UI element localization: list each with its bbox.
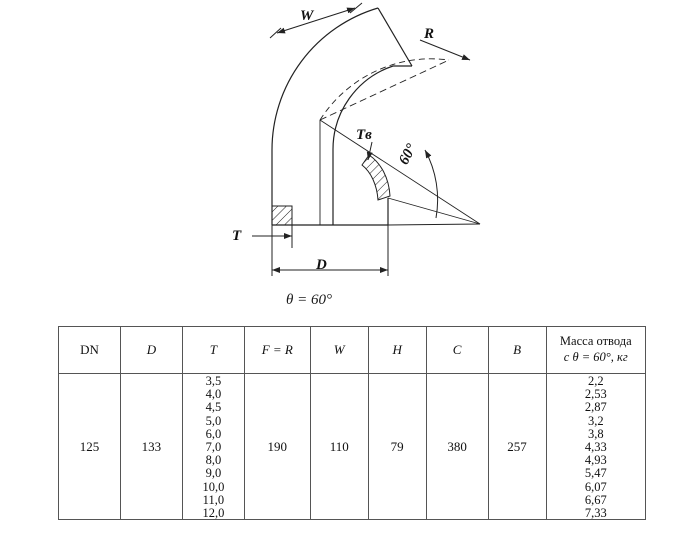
list-item: 6,67 [584,492,607,507]
header-f-equals-r: F = R [244,327,310,374]
list-item: 10,0 [202,479,225,494]
elbow-body [272,8,412,225]
list-item: 4,93 [584,453,607,468]
label-angle-60: 60° [396,141,420,168]
header-mass-line1: Масса отвода [559,334,632,349]
spec-table [58,326,646,520]
cell-c: 380 [426,374,488,520]
cell-b: 257 [488,374,546,520]
table-row [59,374,646,520]
list-item: 11,0 [202,492,225,507]
list-item: 6,0 [205,426,222,441]
header-t: T [182,327,244,374]
table-header-row [59,327,646,374]
list-item: 8,0 [205,453,222,468]
cell-fr: 190 [244,374,310,520]
cell-dn: 125 [59,374,121,520]
cell-d: 133 [120,374,182,520]
list-item: 7,0 [205,439,222,454]
drawing-caption: θ = 60° [286,292,332,308]
list-item: 5,47 [584,466,607,481]
dimension-d [272,225,388,276]
header-mass-line2: с θ = 60°, кг [563,350,628,364]
table-body [59,374,646,520]
label-tb: Tв [356,127,372,143]
list-item: 4,33 [584,439,607,454]
section-hatching [272,155,390,225]
header-dn: DN [59,327,121,374]
cell-mass-list [546,374,645,520]
list-item: 2,2 [587,374,604,388]
list-item: 4,5 [205,400,222,415]
dimension-r [420,40,470,60]
header-mass [546,327,645,374]
table-header [59,327,646,374]
header-h: H [368,327,426,374]
list-item: 3,8 [587,426,604,441]
list-item: 7,33 [584,505,607,520]
construction-lines [320,59,480,225]
list-item: 6,07 [584,479,607,494]
label-d: D [316,257,327,273]
cell-t-list [182,374,244,520]
header-w: W [310,327,368,374]
list-item: 5,0 [205,413,222,428]
list-item: 2,87 [584,400,607,415]
spec-table-wrapper [58,326,646,520]
header-b: B [488,327,546,374]
label-r: R [424,26,435,42]
list-item: 12,0 [202,505,225,520]
cell-w: 110 [310,374,368,520]
label-w: W [300,8,314,24]
angle-arc [425,150,438,218]
list-item: 2,53 [584,387,607,402]
list-item: 3,2 [587,413,604,428]
list-item: 4,0 [205,387,222,402]
header-c: C [426,327,488,374]
label-t: T [232,228,242,244]
list-item: 9,0 [205,466,222,481]
header-d: D [120,327,182,374]
list-item: 3,5 [205,374,222,388]
cell-h: 79 [368,374,426,520]
